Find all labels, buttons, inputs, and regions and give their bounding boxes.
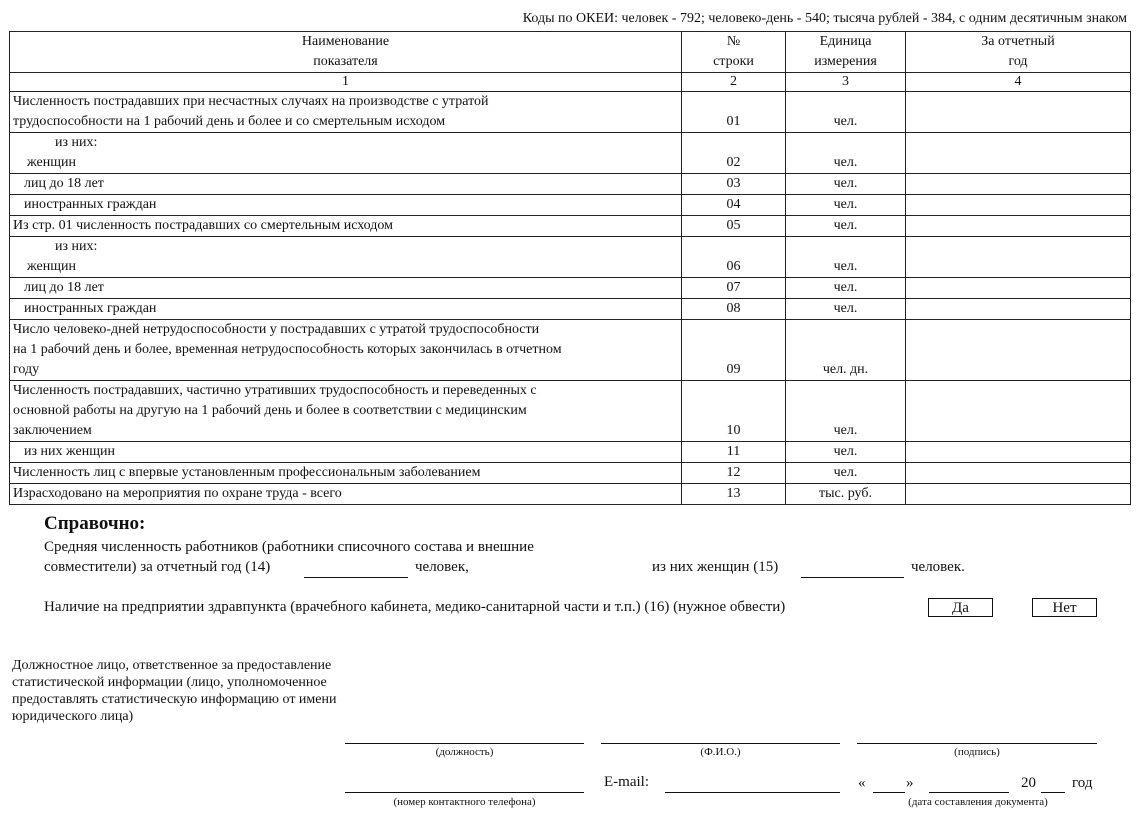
row-name-line: заключением [13,423,92,438]
date-year-input[interactable] [1041,792,1065,793]
avg-count-input[interactable] [304,577,408,578]
header-row-line1: № [726,34,741,49]
date-month-input[interactable] [929,792,1009,793]
persons-label-1: человек, [415,559,469,575]
row-value-cell[interactable] [906,174,1131,195]
row-name [10,133,682,174]
row-name: иностранных граждан [10,299,682,320]
reference-title: Справочно: [44,513,146,534]
table-row [10,484,1131,505]
fio-input[interactable] [601,743,840,744]
table-row [10,195,1131,216]
row-number: 10 [682,381,786,442]
email-label: E-mail: [604,774,649,790]
table-row [10,216,1131,237]
colnum-3: 3 [786,73,906,92]
row-name-line: Число человеко-дней нетрудоспособности у пострадавших с утратой трудоспособности [13,322,540,337]
header-year [906,32,1131,73]
header-row-line2: строки [713,54,754,69]
row-value-cell[interactable] [906,484,1131,505]
table-row [10,442,1131,463]
row-number: 01 [682,92,786,133]
date-quote-open: « [858,775,866,791]
row-unit: чел. [786,278,906,299]
table-row [10,92,1131,133]
row-number: 03 [682,174,786,195]
fio-caption: (Ф.И.О.) [700,746,741,758]
row-name-line: женщин [27,259,76,274]
header-name [10,32,682,73]
row-number: 05 [682,216,786,237]
signature-caption: (подпись) [954,746,1000,758]
row-name: Из стр. 01 численность пострадавших со смертельным исходом [10,216,682,237]
row-name: из них женщин [10,442,682,463]
row-value-cell[interactable] [906,133,1131,174]
row-unit: чел. [786,174,906,195]
row-number: 02 [682,133,786,174]
table-row [10,299,1131,320]
row-number: 13 [682,484,786,505]
row-name [10,92,682,133]
colnum-2: 2 [682,73,786,92]
table-row [10,174,1131,195]
row-name-line: Численность пострадавших при несчастных случаях на производстве с утратой [13,94,489,109]
row-name: Численность лиц с впервые установленным профессиональным заболеванием [10,463,682,484]
row-name: иностранных граждан [10,195,682,216]
header-unit [786,32,906,73]
header-name-line2: показателя [313,54,378,69]
table-row [10,133,1131,174]
colnum-4: 4 [906,73,1131,92]
yes-option[interactable]: Да [928,598,993,617]
row-unit: чел. [786,216,906,237]
signature-input[interactable] [857,743,1097,744]
table-header-row [10,32,1131,73]
date-day-input[interactable] [873,792,905,793]
row-number: 12 [682,463,786,484]
table-row [10,278,1131,299]
email-input[interactable] [665,792,840,793]
table-row [10,463,1131,484]
row-name: Израсходовано на мероприятия по охране труда - всего [10,484,682,505]
header-row-number [682,32,786,73]
row-value-cell[interactable] [906,92,1131,133]
row-value-cell[interactable] [906,216,1131,237]
okei-codes: Коды по ОКЕИ: человек - 792; человеко-день - 540; тысяча рублей - 384, с одним десятичным знаком [522,11,1127,26]
row-unit: тыс. руб. [786,484,906,505]
row-unit: чел. дн. [786,320,906,381]
row-name-line: на 1 рабочий день и более, временная нетрудоспособность которых закончилась в отчетном [13,342,562,357]
row-unit: чел. [786,299,906,320]
row-number: 09 [682,320,786,381]
date-year-word: год [1072,775,1093,791]
women-count-input[interactable] [801,577,904,578]
row-sub-label: из них: [55,239,98,254]
row-name [10,381,682,442]
row-value-cell[interactable] [906,278,1131,299]
avg-count-label-line1: Средняя численность работников (работники списочного состава и внешние [44,539,534,555]
phone-input[interactable] [345,792,584,793]
header-year-line1: За отчетный [981,34,1055,49]
row-number: 06 [682,237,786,278]
header-unit-line2: измерения [814,54,877,69]
women-count-label: из них женщин (15) [652,559,779,575]
row-number: 11 [682,442,786,463]
row-unit: чел. [786,463,906,484]
avg-count-label-line2: совместители) за отчетный год (14) [44,559,271,575]
health-point-label: Наличие на предприятии здравпункта (врачебного кабинета, медико-санитарной части и т.п.) (16) (нужное обвести) [44,599,786,615]
row-sub-label: из них: [55,135,98,150]
row-number: 08 [682,299,786,320]
no-option[interactable]: Нет [1032,598,1097,617]
position-caption: (должность) [435,746,494,758]
date-quote-close: » [906,775,914,791]
row-unit: чел. [786,133,906,174]
persons-label-2: человек. [911,559,965,575]
row-unit: чел. [786,195,906,216]
row-number: 04 [682,195,786,216]
column-numbers-row [10,73,1131,92]
row-value-cell[interactable] [906,299,1131,320]
row-name: лиц до 18 лет [10,278,682,299]
report-table [9,31,1131,505]
row-name: лиц до 18 лет [10,174,682,195]
header-name-line1: Наименование [301,34,390,49]
row-name-line: Численность пострадавших, частично утративших трудоспособность и переведенных с [13,383,537,398]
row-value-cell[interactable] [906,381,1131,442]
date-year-prefix: 20 [1021,775,1036,791]
date-caption: (дата составления документа) [908,796,1048,808]
row-value-cell[interactable] [906,442,1131,463]
row-number: 07 [682,278,786,299]
row-name-line: трудоспособности на 1 рабочий день и более и со смертельным исходом [13,114,446,129]
row-unit: чел. [786,237,906,278]
colnum-1: 1 [10,73,682,92]
row-name-line: женщин [27,155,76,170]
row-name [10,320,682,381]
row-value-cell[interactable] [906,195,1131,216]
row-unit: чел. [786,381,906,442]
row-unit: чел. [786,442,906,463]
row-name-line: основной работы на другую на 1 рабочий день и более в соответствии с медицинским [13,403,527,418]
position-input[interactable] [345,743,584,744]
table-row [10,320,1131,381]
row-name [10,237,682,278]
header-unit-line1: Единица [819,34,872,49]
row-value-cell[interactable] [906,237,1131,278]
row-unit: чел. [786,92,906,133]
table-row [10,237,1131,278]
header-year-line2: год [1008,54,1028,69]
row-value-cell[interactable] [906,320,1131,381]
row-name-line: году [13,362,40,377]
phone-caption: (номер контактного телефона) [393,796,536,808]
row-value-cell[interactable] [906,463,1131,484]
table-row [10,381,1131,442]
responsible-person-label: Должностное лицо, ответственное за предоставление статистической информации (лицо, уполномоченное предоставлять статистическую информацию от имени юридического лица) [12,658,337,724]
